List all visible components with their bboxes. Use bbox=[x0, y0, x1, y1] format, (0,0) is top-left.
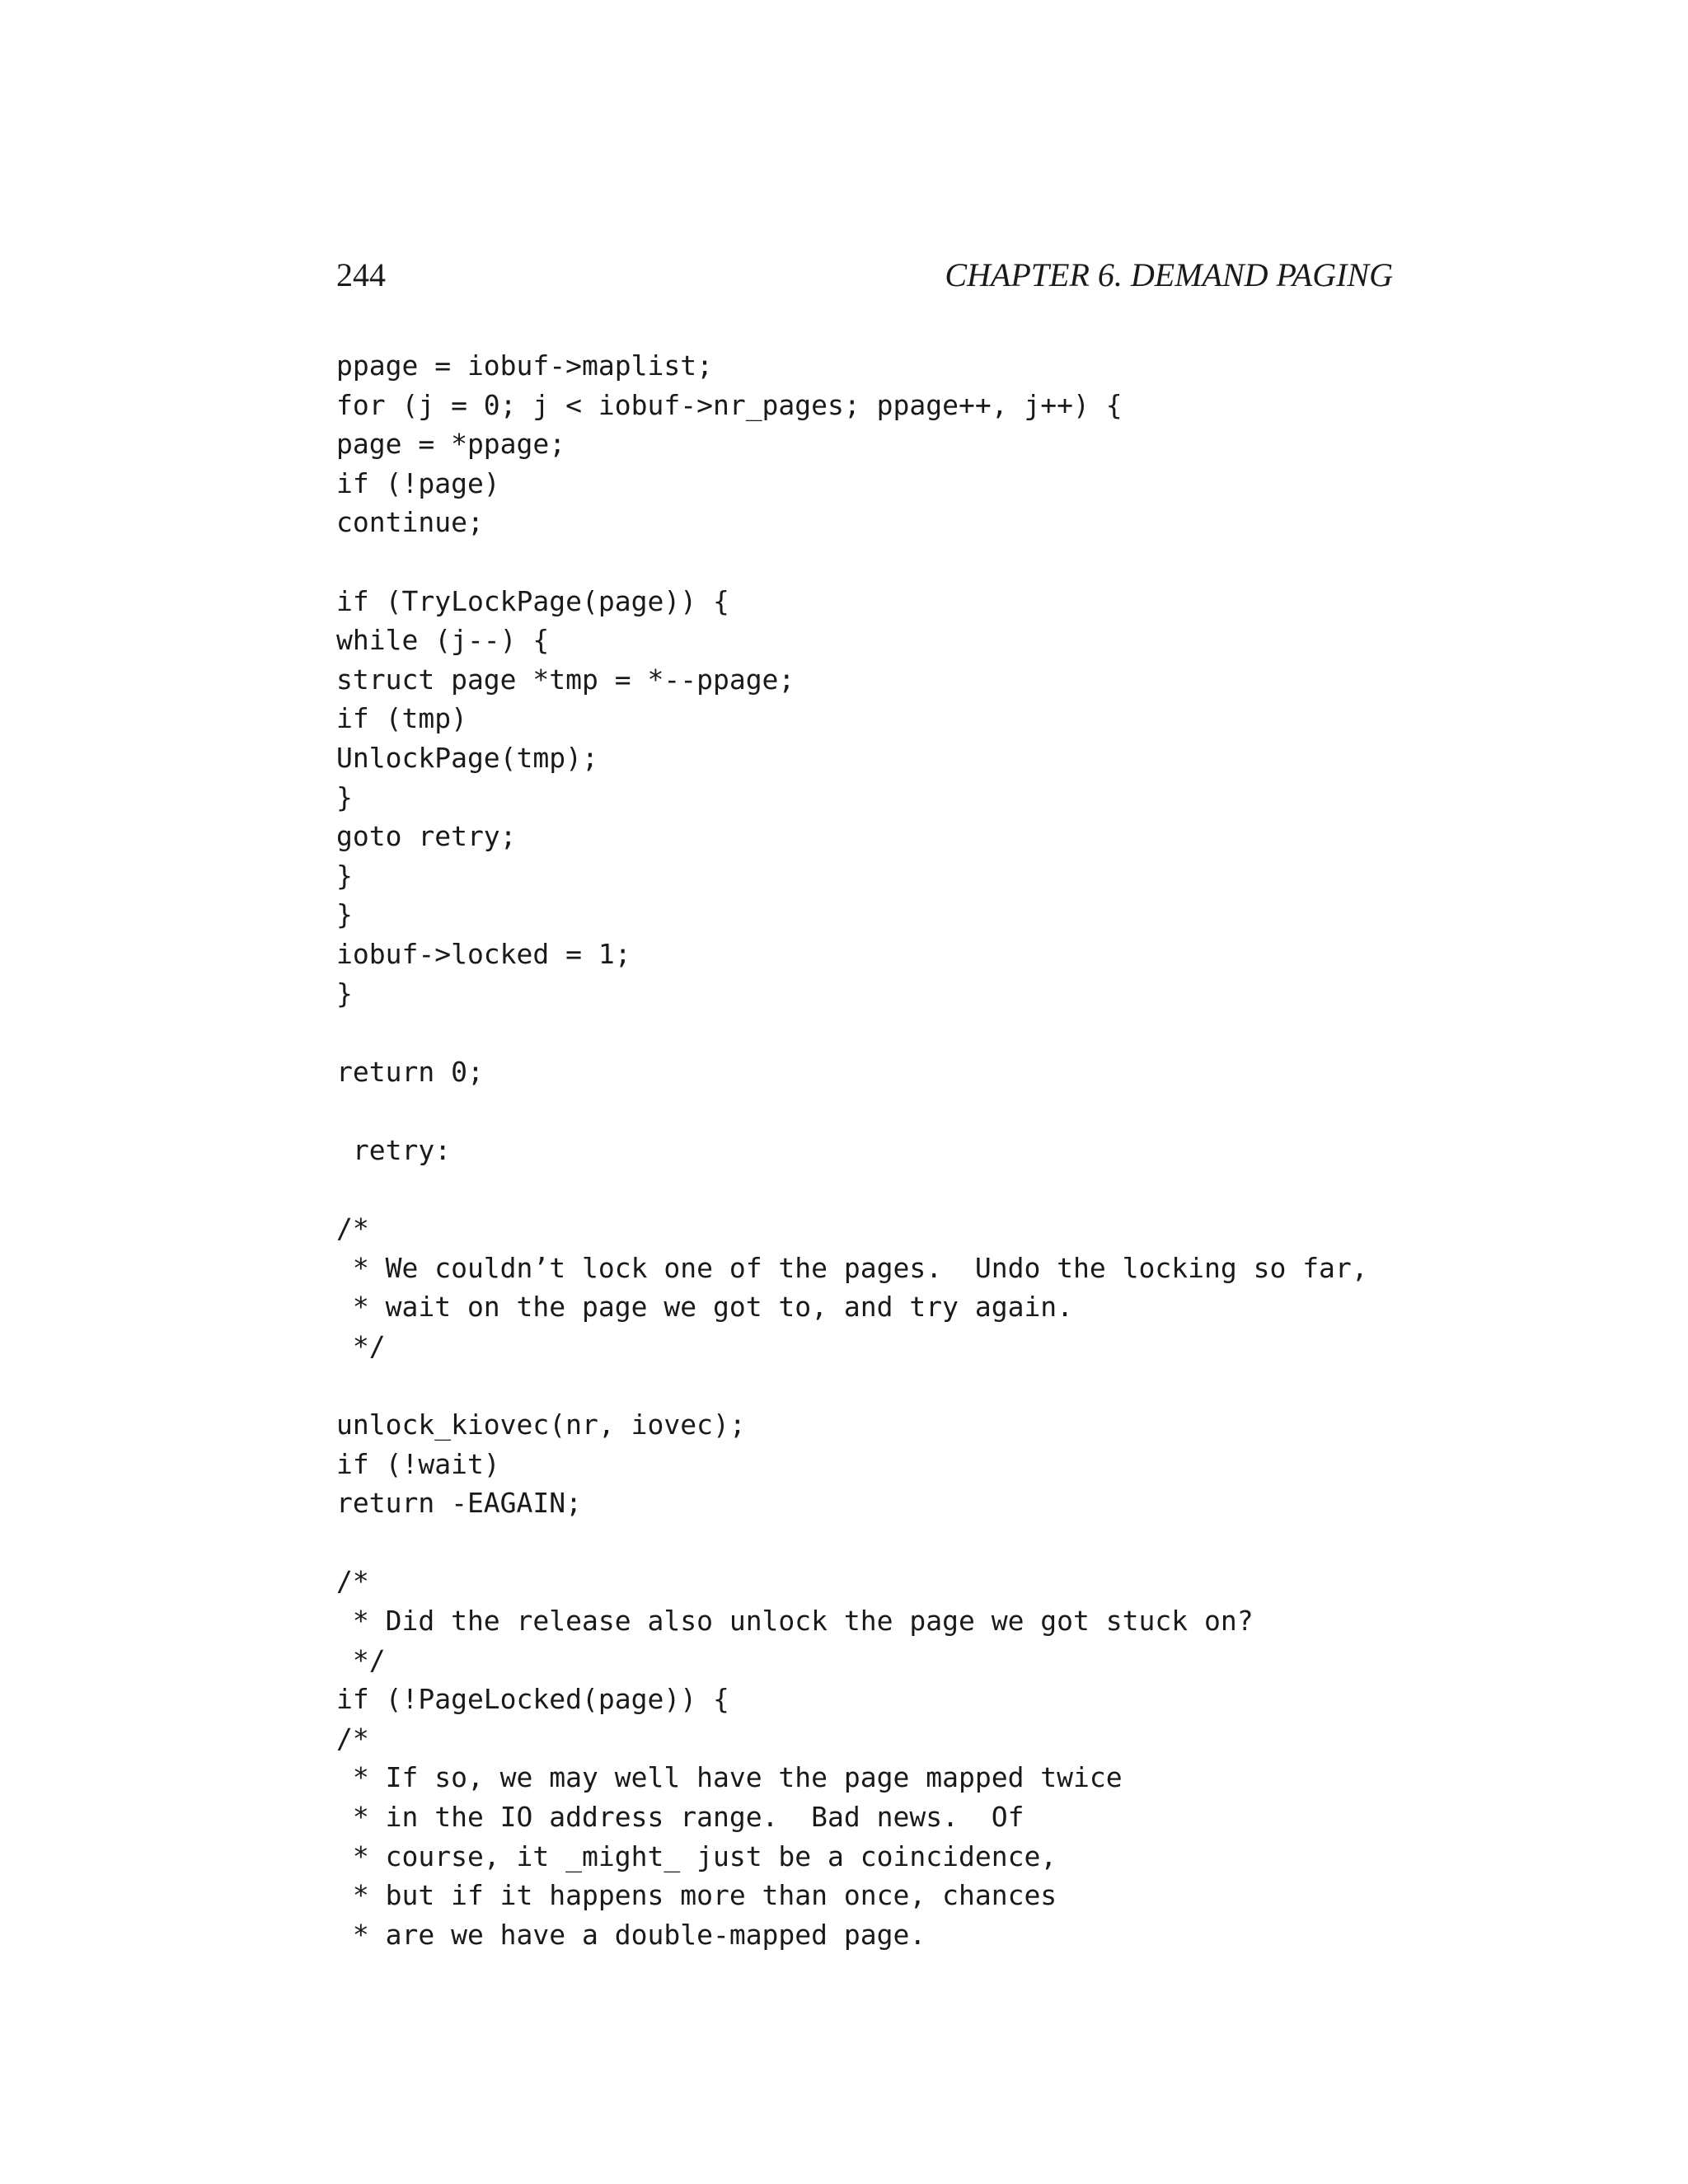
code-line: goto retry; bbox=[336, 820, 517, 853]
code-line bbox=[336, 1523, 1408, 1563]
code-line: * in the IO address range. Bad news. Of bbox=[336, 1800, 1025, 1833]
code-line: } bbox=[336, 780, 353, 813]
code-line: */ bbox=[336, 1329, 386, 1362]
code-line: /* bbox=[336, 1212, 369, 1245]
code-line: * wait on the page we got to, and try again. bbox=[336, 1291, 1074, 1324]
code-line: } bbox=[336, 898, 353, 931]
code-line: if (!wait) bbox=[336, 1447, 500, 1480]
code-line: } bbox=[336, 977, 353, 1010]
code-line: /* bbox=[336, 1565, 369, 1598]
code-line: * We couldn’t lock one of the pages. Undo the locking so far, bbox=[336, 1251, 1368, 1284]
code-line: iobuf->locked = 1; bbox=[336, 937, 631, 970]
chapter-title: CHAPTER 6. DEMAND PAGING bbox=[945, 256, 1393, 293]
code-line: page = *ppage; bbox=[336, 428, 566, 461]
code-line bbox=[336, 1091, 1408, 1131]
code-line: * Did the release also unlock the page we got stuck on? bbox=[336, 1605, 1254, 1637]
code-line: * If so, we may well have the page mapped twice bbox=[336, 1761, 1123, 1794]
code-line: if (tmp) bbox=[336, 702, 467, 735]
code-line bbox=[336, 542, 1408, 582]
code-line: if (!PageLocked(page)) { bbox=[336, 1683, 729, 1716]
code-line: UnlockPage(tmp); bbox=[336, 741, 598, 774]
code-line: unlock_kiovec(nr, iovec); bbox=[336, 1408, 746, 1441]
code-line: /* bbox=[336, 1722, 369, 1755]
code-line: } bbox=[336, 859, 353, 892]
code-line: while (j--) { bbox=[336, 624, 550, 657]
code-line: retry: bbox=[336, 1133, 452, 1166]
code-line: * but if it happens more than once, chances bbox=[336, 1879, 1057, 1912]
code-line: */ bbox=[336, 1643, 386, 1676]
code-line bbox=[336, 1013, 1408, 1052]
code-line: * course, it _might_ just be a coincidence, bbox=[336, 1840, 1057, 1872]
code-line: continue; bbox=[336, 506, 484, 539]
code-line: * are we have a double-mapped page. bbox=[336, 1918, 926, 1951]
code-line: if (!page) bbox=[336, 466, 500, 499]
page-header bbox=[336, 255, 1393, 305]
code-line: struct page *tmp = *--ppage; bbox=[336, 663, 795, 696]
code-line: return -EAGAIN; bbox=[336, 1487, 583, 1520]
code-listing bbox=[336, 346, 1408, 1954]
page-number: 244 bbox=[336, 256, 386, 293]
code-line: return 0; bbox=[336, 1055, 484, 1088]
code-line: ppage = iobuf->maplist; bbox=[336, 349, 713, 382]
code-line bbox=[336, 1366, 1408, 1405]
code-line: if (TryLockPage(page)) { bbox=[336, 584, 729, 617]
code-line: for (j = 0; j < iobuf->nr_pages; ppage++, j++) { bbox=[336, 388, 1123, 421]
code-line bbox=[336, 1169, 1408, 1209]
